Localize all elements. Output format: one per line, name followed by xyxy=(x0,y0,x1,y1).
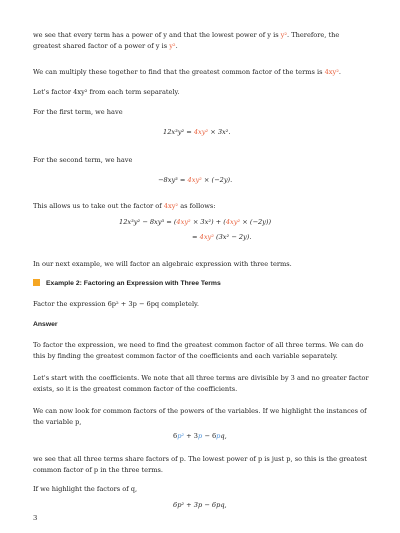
page-number: 3 xyxy=(33,514,38,522)
equation-highlight-p xyxy=(173,431,227,442)
text: . xyxy=(338,68,341,76)
paragraph-first-term: For the first term, we have xyxy=(33,108,123,116)
eq-part: × 3x²) + ( xyxy=(190,218,226,226)
highlight-term: p xyxy=(216,432,221,440)
highlight-term: p² xyxy=(177,432,185,440)
paragraph-highlight-p: We can now look for common factors of the powers of the variables. If we highlight the instances of the variable p, xyxy=(33,407,367,426)
highlight-term: 4xy² xyxy=(187,176,202,184)
paragraph-take-out-factor xyxy=(33,201,369,212)
text: We can multiply these together to find that the greatest common factor of the terms is xyxy=(33,68,325,76)
example-heading xyxy=(33,279,221,289)
equation-highlight-q: 6p² + 3p − 6pq, xyxy=(173,501,227,509)
equation-first-term xyxy=(163,127,231,138)
highlight-term: 4xy² xyxy=(324,68,339,76)
highlight-term: 4xy² xyxy=(163,202,179,210)
equation-factored-line1 xyxy=(119,217,271,228)
text: This allows us to take out the factor of xyxy=(33,202,164,210)
highlight-term: y² xyxy=(280,31,288,39)
text: . Therefore, the greatest shared factor of a power of y is xyxy=(33,31,340,50)
example-question: Factor the expression 6p² + 3p − 6pq completely. xyxy=(33,300,199,308)
equation-factored-line2 xyxy=(192,232,251,243)
text: . xyxy=(175,42,178,50)
example-marker-icon xyxy=(33,279,40,286)
paragraph-gcf xyxy=(33,67,369,78)
eq-part: 12x³y² − 8xy³ = ( xyxy=(119,218,177,226)
answer-label: Answer xyxy=(33,321,58,328)
highlight-term: 4xy² xyxy=(199,233,214,241)
paragraph-coefficients: Let's start with the coefficients. We note that all three terms are divisible by 3 and no greater factor exists, so it is the greatest common factor of the coefficients. xyxy=(33,374,369,393)
eq-part: × (−2y)) xyxy=(240,218,272,226)
eq-part: 6 xyxy=(173,432,178,440)
paragraph-highlight-q: If we highlight the factors of q, xyxy=(33,485,138,493)
eq-part: = xyxy=(192,233,200,241)
eq-part: 12x³y² = xyxy=(163,128,194,136)
eq-part: + 3 xyxy=(184,432,198,440)
eq-part: × (−2y). xyxy=(201,176,233,184)
eq-part: q, xyxy=(220,432,227,440)
eq-part: −8xy³ = xyxy=(158,176,188,184)
highlight-term: y² xyxy=(169,42,176,50)
highlight-term: 4xy² xyxy=(193,128,209,136)
highlight-term: p xyxy=(198,432,203,440)
highlight-term: 4xy² xyxy=(176,218,191,226)
eq-part: − 6 xyxy=(202,432,217,440)
highlight-term: 4xy² xyxy=(225,218,241,226)
equation-second-term xyxy=(158,175,232,186)
text: as follows: xyxy=(178,202,216,210)
eq-part: × 3x². xyxy=(208,128,231,136)
eq-part: (3x² − 2y). xyxy=(213,233,252,241)
text: we see that every term has a power of y and that the lowest power of y is xyxy=(33,31,281,39)
paragraph-lowest-power-p: we see that all three terms share factors of p. The lowest power of p is just p, so this is the greatest common factor of p in the three terms. xyxy=(33,455,367,474)
paragraph-second-term: For the second term, we have xyxy=(33,156,133,164)
paragraph-next-example: In our next example, we will factor an algebraic expression with three terms. xyxy=(33,260,292,268)
paragraph-factor-each: Let's factor 4xy² from each term separately. xyxy=(33,88,180,96)
paragraph-lowest-power-y xyxy=(33,30,369,52)
paragraph-find-gcf: To factor the expression, we need to find the greatest common factor of all three terms. We can do this by finding the greatest common factor of the coefficients and each variable separately. xyxy=(33,341,364,360)
example-title: Example 2: Factoring an Expression with Three Terms xyxy=(46,280,221,287)
